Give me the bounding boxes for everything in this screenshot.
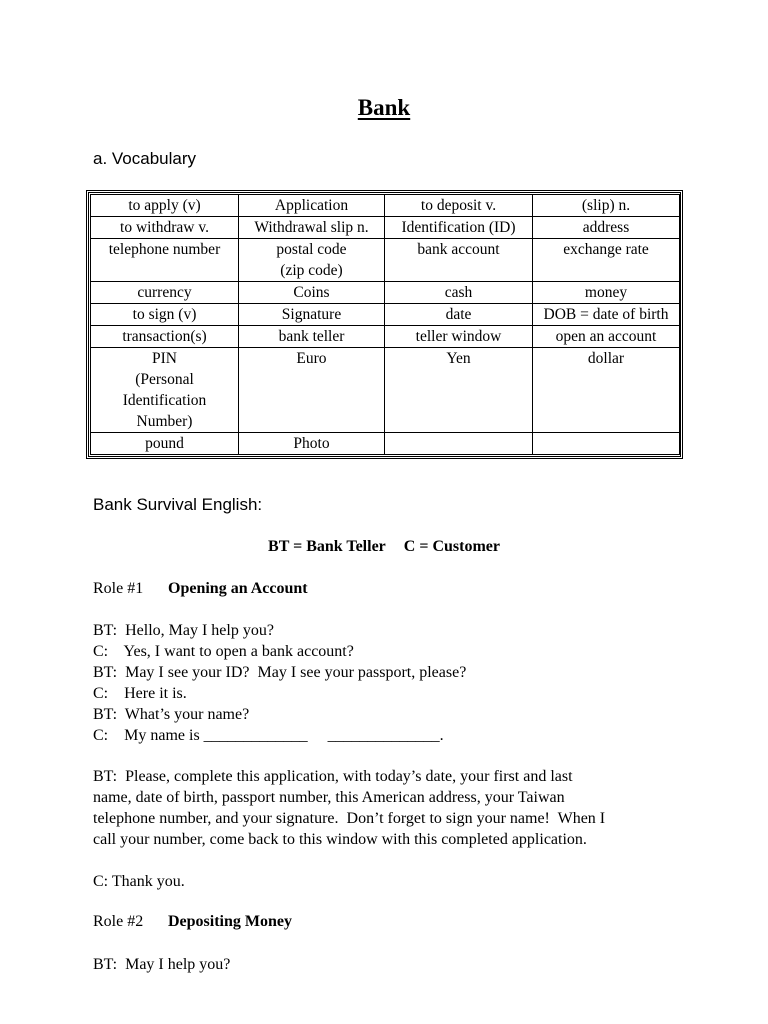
dialogue-line: BT: What’s your name? bbox=[93, 706, 250, 723]
vocab-cell: (slip) n. bbox=[533, 195, 680, 217]
dialogue-line: BT: May I help you? bbox=[93, 956, 231, 973]
vocab-cell: Identification (ID) bbox=[385, 217, 533, 239]
page-title: Bank bbox=[357, 95, 411, 120]
vocab-row bbox=[91, 348, 680, 433]
dialogue-2 bbox=[93, 954, 693, 975]
dialogue-line: C: Yes, I want to open a bank account? bbox=[93, 643, 354, 660]
vocab-cell: to withdraw v. bbox=[91, 217, 239, 239]
dialogue-line: C: My name is _____________ ______________. bbox=[93, 727, 444, 744]
vocab-cell: telephone number bbox=[91, 239, 239, 282]
vocab-cell: teller window bbox=[385, 326, 533, 348]
vocab-cell: pound bbox=[91, 433, 239, 455]
vocab-cell: address bbox=[533, 217, 680, 239]
vocab-cell: money bbox=[533, 282, 680, 304]
vocab-cell: currency bbox=[91, 282, 239, 304]
role-2-number: Role #2 bbox=[93, 913, 144, 930]
role-1-heading bbox=[93, 579, 308, 599]
thanks-line: C: Thank you. bbox=[93, 873, 185, 890]
application-paragraph bbox=[93, 766, 693, 850]
vocab-cell: Withdrawal slip n. bbox=[239, 217, 385, 239]
vocab-row bbox=[91, 239, 680, 282]
paragraph-line: telephone number, and your signature. Don’t forget to sign your name! When I bbox=[93, 810, 606, 827]
vocab-cell: to deposit v. bbox=[385, 195, 533, 217]
vocab-cell: Signature bbox=[239, 304, 385, 326]
vocab-cell: postal code (zip code) bbox=[239, 239, 385, 282]
vocab-table bbox=[90, 194, 680, 455]
vocab-cell: bank teller bbox=[239, 326, 385, 348]
paragraph-line: BT: Please, complete this application, with today’s date, your first and last bbox=[93, 768, 573, 785]
vocab-cell: transaction(s) bbox=[91, 326, 239, 348]
legend-customer: C = Customer bbox=[403, 538, 500, 555]
vocab-row bbox=[91, 433, 680, 455]
legend-teller: BT = Bank Teller bbox=[268, 538, 386, 555]
vocab-cell bbox=[385, 433, 533, 455]
paragraph-line: call your number, come back to this window with this completed application. bbox=[93, 831, 587, 848]
vocab-heading: a. Vocabulary bbox=[93, 149, 197, 168]
vocab-cell: Yen bbox=[385, 348, 533, 433]
vocab-cell: cash bbox=[385, 282, 533, 304]
dialogue-1 bbox=[93, 620, 693, 746]
vocab-cell: date bbox=[385, 304, 533, 326]
dialogue-line: C: Here it is. bbox=[93, 685, 187, 702]
vocab-table-frame bbox=[86, 190, 683, 459]
role-legend bbox=[0, 537, 768, 557]
vocab-cell: bank account bbox=[385, 239, 533, 282]
role-2-heading bbox=[93, 912, 292, 932]
vocab-row bbox=[91, 282, 680, 304]
paragraph-line: name, date of birth, passport number, this American address, your Taiwan bbox=[93, 789, 565, 806]
vocab-cell: Photo bbox=[239, 433, 385, 455]
dialogue-line: BT: May I see your ID? May I see your passport, please? bbox=[93, 664, 467, 681]
survival-heading: Bank Survival English: bbox=[93, 495, 263, 514]
vocab-cell bbox=[533, 433, 680, 455]
vocab-row bbox=[91, 217, 680, 239]
role-1-name: Opening an Account bbox=[168, 580, 308, 597]
role-1-number: Role #1 bbox=[93, 580, 144, 597]
vocab-row bbox=[91, 326, 680, 348]
vocab-cell: Euro bbox=[239, 348, 385, 433]
vocab-cell: DOB = date of birth bbox=[533, 304, 680, 326]
vocab-cell: open an account bbox=[533, 326, 680, 348]
vocab-cell: to sign (v) bbox=[91, 304, 239, 326]
vocab-cell: to apply (v) bbox=[91, 195, 239, 217]
vocab-cell: dollar bbox=[533, 348, 680, 433]
vocab-cell: PIN (Personal Identification Number) bbox=[91, 348, 239, 433]
role-2-name: Depositing Money bbox=[168, 913, 292, 930]
vocab-row bbox=[91, 195, 680, 217]
vocab-cell: Coins bbox=[239, 282, 385, 304]
dialogue-line: BT: Hello, May I help you? bbox=[93, 622, 274, 639]
vocab-cell: exchange rate bbox=[533, 239, 680, 282]
vocab-row bbox=[91, 304, 680, 326]
vocab-cell: Application bbox=[239, 195, 385, 217]
